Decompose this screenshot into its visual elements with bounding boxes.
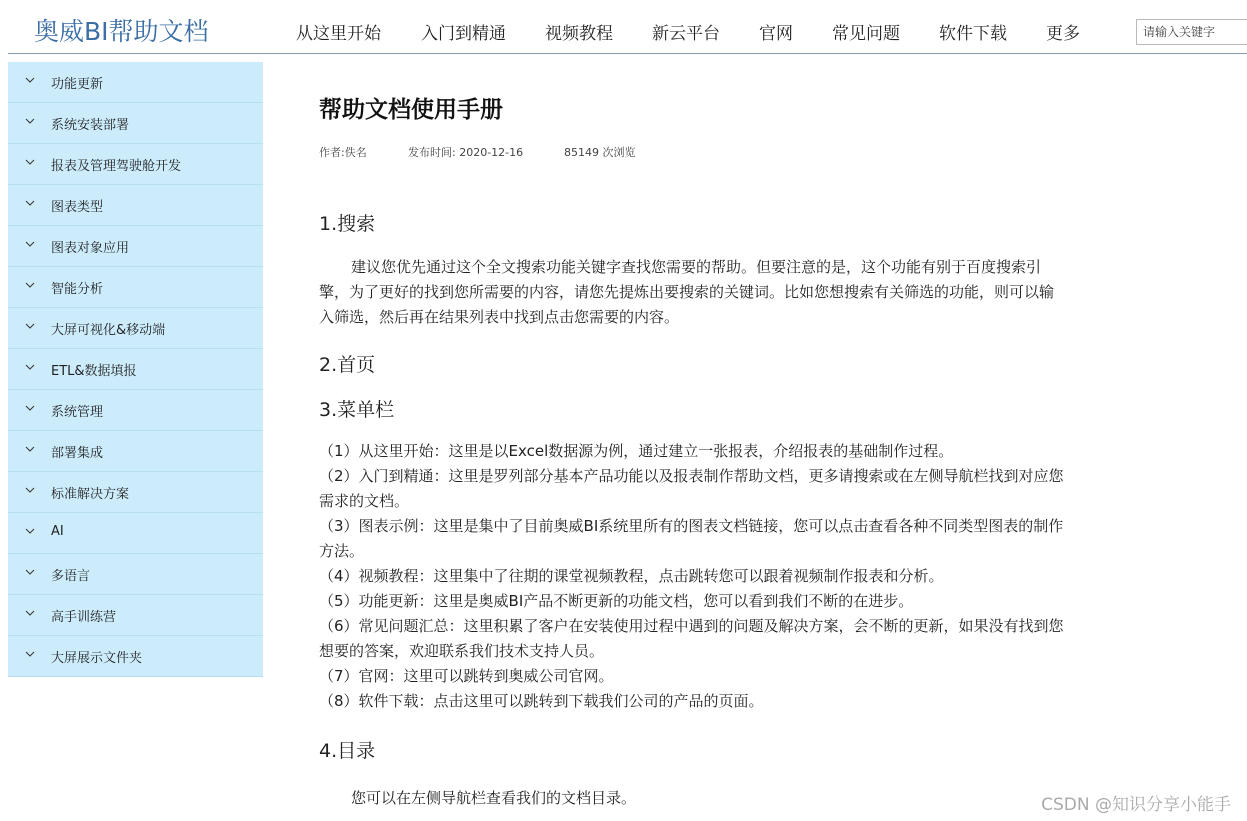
chevron-down-icon <box>25 608 35 618</box>
sidebar-item[interactable] <box>8 595 263 636</box>
chevron-down-icon <box>25 485 35 495</box>
sidebar-item[interactable] <box>8 267 263 308</box>
sidebar-item-label: 图表对象应用 <box>51 241 130 256</box>
nav-faq[interactable]: 常见问题 <box>832 24 900 44</box>
page-title: 帮助文档使用手册 <box>319 97 503 123</box>
chevron-down-icon <box>25 198 35 208</box>
menu-description-list <box>319 439 1069 714</box>
sidebar-item-label: ETL&数据填报 <box>51 364 137 379</box>
list-item: （3）图表示例：这里是集中了目前奥威BI系统里所有的图表文档链接，您可以点击查看各种不同类型图表的制作方法。 <box>319 517 1064 560</box>
sidebar-nav <box>8 62 263 677</box>
list-item: （7）官网：这里可以跳转到奥威公司官网。 <box>319 667 614 685</box>
sidebar-item[interactable] <box>8 636 263 677</box>
sidebar-item[interactable] <box>8 390 263 431</box>
sidebar-item[interactable] <box>8 431 263 472</box>
sidebar-item-label: 智能分析 <box>51 282 104 297</box>
sidebar-item[interactable] <box>8 185 263 226</box>
nav-more[interactable]: 更多 <box>1046 24 1080 44</box>
sidebar-item[interactable] <box>8 144 263 185</box>
sidebar-item-label: 系统管理 <box>51 405 104 420</box>
section-body-catalog: 您可以在左侧导航栏查看我们的文档目录。 <box>351 789 637 807</box>
sidebar-item[interactable] <box>8 472 263 513</box>
chevron-down-icon <box>25 280 35 290</box>
nav-video-tutorials[interactable]: 视频教程 <box>545 24 613 44</box>
nav-start[interactable]: 从这里开始 <box>296 24 381 44</box>
sidebar-item[interactable] <box>8 226 263 267</box>
section-heading-home: 2.首页 <box>319 354 376 376</box>
nav-official-site[interactable]: 官网 <box>759 24 793 44</box>
sidebar-item[interactable] <box>8 308 263 349</box>
sidebar-item-label: 大屏展示文件夹 <box>51 651 143 666</box>
watermark: CSDN @知识分享小能手 <box>1041 795 1231 815</box>
list-item: （5）功能更新：这里是奥威BI产品不断更新的功能文档，您可以看到我们不断的在进步。 <box>319 592 914 610</box>
article-author: 作者:佚名 <box>319 146 367 159</box>
nav-cloud-platform[interactable]: 新云平台 <box>652 24 720 44</box>
article <box>319 90 1069 807</box>
search-input[interactable] <box>1136 19 1247 45</box>
nav-software-download[interactable]: 软件下载 <box>939 24 1007 44</box>
section-body-search: 建议您优先通过这个全文搜索功能关键字查找您需要的帮助。但要注意的是，这个功能有别于百度搜索引擎，为了更好的找到您所需要的内容，请您先提炼出要搜索的关键词。比如您想搜索有关筛选的功能，则可以输入筛选，然后再在结果列表中找到点击您需要的内容。 <box>319 258 1055 326</box>
sidebar-item-label: 报表及管理驾驶舱开发 <box>51 159 182 174</box>
site-logo[interactable]: 奥威BI帮助文档 <box>34 17 209 46</box>
sidebar-item-label: 功能更新 <box>51 77 104 92</box>
list-item: （6）常见问题汇总：这里积累了客户在安装使用过程中遇到的问题及解决方案，会不断的更新，如果没有找到您想要的答案，欢迎联系我们技术支持人员。 <box>319 617 1064 660</box>
sidebar-item-label: 图表类型 <box>51 200 104 215</box>
sidebar-item-label: 部署集成 <box>51 446 104 461</box>
sidebar-item-label: 多语言 <box>51 569 91 584</box>
chevron-down-icon <box>25 157 35 167</box>
chevron-down-icon <box>25 116 35 126</box>
header-divider <box>8 53 1247 54</box>
sidebar-item-label: 高手训练营 <box>51 610 117 625</box>
sidebar-item[interactable] <box>8 62 263 103</box>
chevron-down-icon <box>25 403 35 413</box>
sidebar-item[interactable] <box>8 103 263 144</box>
chevron-down-icon <box>25 75 35 85</box>
list-item: （4）视频教程：这里集中了往期的课堂视频教程，点击跳转您可以跟着视频制作报表和分析。 <box>319 567 944 585</box>
section-heading-menu: 3.菜单栏 <box>319 399 395 421</box>
sidebar-item-label: 标准解决方案 <box>51 487 130 502</box>
list-item: （2）入门到精通：这里是罗列部分基本产品功能以及报表制作帮助文档，更多请搜索或在左侧导航栏找到对应您需求的文档。 <box>319 467 1064 510</box>
chevron-down-icon <box>25 362 35 372</box>
sidebar-item[interactable] <box>8 513 263 554</box>
sidebar-item-label: 大屏可视化&移动端 <box>51 323 166 338</box>
list-item: （1）从这里开始：这里是以Excel数据源为例，通过建立一张报表，介绍报表的基础制作过程。 <box>319 442 954 460</box>
sidebar-item[interactable] <box>8 349 263 390</box>
section-heading-catalog: 4.目录 <box>319 740 376 762</box>
article-date: 发布时间: 2020-12-16 <box>408 146 524 159</box>
section-heading-search: 1.搜索 <box>319 213 376 235</box>
top-header <box>0 0 1247 54</box>
chevron-down-icon <box>25 321 35 331</box>
sidebar-item-label: 系统安装部署 <box>51 118 130 133</box>
chevron-down-icon <box>25 444 35 454</box>
article-views: 85149 次浏览 <box>564 146 636 159</box>
sidebar-item-label: AI <box>51 524 64 539</box>
chevron-down-icon <box>25 649 35 659</box>
chevron-down-icon <box>25 239 35 249</box>
chevron-down-icon <box>25 526 35 536</box>
list-item: （8）软件下载：点击这里可以跳转到下载我们公司的产品的页面。 <box>319 692 764 710</box>
chevron-down-icon <box>25 567 35 577</box>
sidebar-item[interactable] <box>8 554 263 595</box>
nav-beginner-to-expert[interactable]: 入门到精通 <box>421 24 506 44</box>
